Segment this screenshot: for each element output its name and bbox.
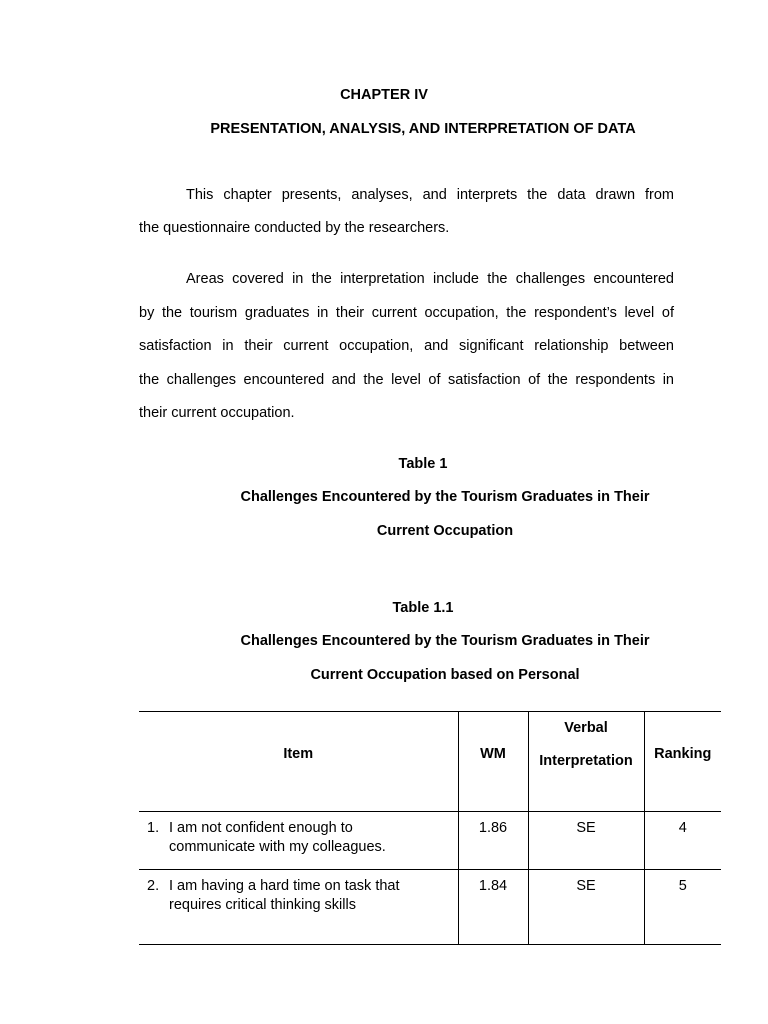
table-row	[139, 870, 721, 945]
paragraph-2-line-1: Areas covered in the interpretation include the challenges encountered	[186, 271, 674, 287]
item-text-line-2: communicate with my colleagues.	[169, 839, 386, 855]
verbal-interpretation-cell: SE	[528, 812, 644, 870]
ranking-cell: 4	[644, 812, 721, 870]
header-verbal-interpretation	[528, 712, 644, 812]
chapter-subtitle: PRESENTATION, ANALYSIS, AND INTERPRETATION OF DATA	[210, 121, 636, 137]
table-1-1-caption-line-1: Challenges Encountered by the Tourism Graduates in Their	[240, 633, 650, 649]
header-verbal-line-2: Interpretation	[539, 753, 633, 769]
verbal-interpretation-cell: SE	[528, 870, 644, 945]
table-header-row	[139, 712, 721, 812]
table-row	[139, 812, 721, 870]
paragraph-2-line-5: their current occupation.	[139, 405, 295, 421]
header-verbal-line-1: Verbal	[564, 720, 608, 736]
paragraph-2-line-4: the challenges encountered and the level of satisfaction of the respondents in	[139, 372, 674, 388]
item-text-line-1: I am having a hard time on task that	[169, 878, 400, 894]
table-1-1-label: Table 1.1	[392, 600, 454, 616]
wm-cell: 1.86	[458, 812, 528, 870]
table-1-label: Table 1	[398, 456, 448, 472]
header-item: Item	[139, 712, 458, 812]
ranking-cell: 5	[644, 870, 721, 945]
data-table	[139, 711, 721, 945]
paragraph-2-line-3: satisfaction in their current occupation, and significant relationship between	[139, 338, 674, 354]
wm-cell: 1.84	[458, 870, 528, 945]
item-number: 1.	[147, 820, 160, 836]
header-ranking: Ranking	[644, 712, 721, 812]
table-1-1-caption-line-2: Current Occupation based on Personal	[310, 667, 580, 683]
item-text-line-1: I am not confident enough to	[169, 820, 353, 836]
paragraph-2-line-2: by the tourism graduates in their current occupation, the respondent’s level of	[139, 305, 674, 321]
item-cell	[139, 812, 458, 870]
table-1-caption-line-1: Challenges Encountered by the Tourism Graduates in Their	[240, 489, 650, 505]
chapter-title: CHAPTER IV	[340, 87, 428, 103]
table-1-caption-line-2: Current Occupation	[376, 523, 514, 539]
paragraph-1-line-1: This chapter presents, analyses, and interprets the data drawn from	[186, 187, 674, 203]
item-number: 2.	[147, 878, 160, 894]
item-text-line-2: requires critical thinking skills	[169, 897, 356, 913]
item-cell	[139, 870, 458, 945]
paragraph-1-line-2: the questionnaire conducted by the researchers.	[139, 220, 450, 236]
header-wm: WM	[458, 712, 528, 812]
